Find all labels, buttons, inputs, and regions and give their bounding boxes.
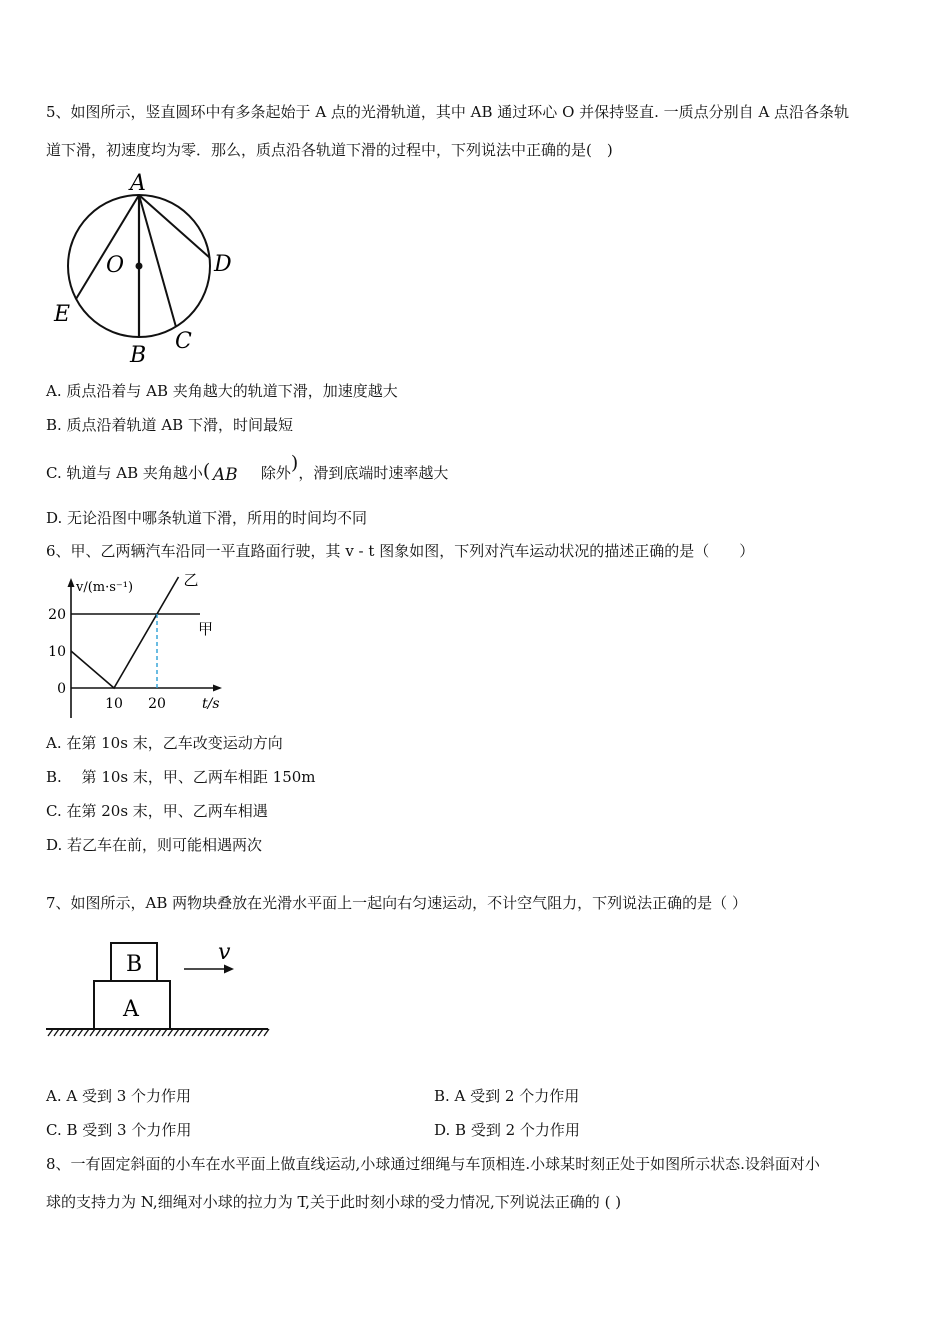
q5-circle-figure (46, 168, 246, 368)
label-d: D (214, 252, 232, 277)
q5-option-a: A. 质点沿着与 AB 夹角越大的轨道下滑，加速度越大 (46, 382, 398, 400)
q5-option-c-prefix: C. 轨道与 AB 夹角越小 (46, 464, 203, 482)
label-e: E (54, 302, 71, 327)
velocity-label: v (218, 940, 231, 965)
block-a-label: A (123, 997, 139, 1022)
q7-option-c: C. B 受到 3 个力作用 (46, 1121, 192, 1139)
q7-option-a: A. A 受到 3 个力作用 (46, 1087, 192, 1105)
q5-option-b: B. 质点沿着轨道 AB 下滑，时间最短 (46, 416, 293, 434)
y-axis-label: v/(m·s⁻¹) (76, 580, 134, 595)
x-axis-arrow (213, 685, 222, 692)
series-label-yi: 乙 (183, 571, 199, 589)
q6-option-d: D. 若乙车在前，则可能相遇两次 (46, 836, 263, 854)
label-o: O (106, 253, 125, 278)
q8-stem-line1: 8、一有固定斜面的小车在水平面上做直线运动,小球通过细绳与车顶相连.小球某时刻正处于如图所示状态.设斜面对小 (46, 1155, 820, 1173)
x-tick-label: 20 (148, 696, 166, 712)
label-c: C (175, 329, 192, 354)
q5-stem-line1: 5、如图所示，竖直圆环中有多条起始于 A 点的光滑轨道，其中 AB 通过环心 O 并保持竖直. 一质点分别自 A 点沿各条轨 (46, 103, 850, 121)
q5-option-d: D. 无论沿图中哪条轨道下滑，所用的时间均不同 (46, 509, 368, 527)
q7-blocks-figure (46, 938, 276, 1048)
q5-option-c-mid: 除外 (260, 464, 291, 482)
q5-option-c-suffix: ，滑到底端时速率越大 (298, 464, 449, 482)
q5-stem-line2: 道下滑，初速度均为零．那么，质点沿各轨道下滑的过程中，下列说法中正确的是( ) (46, 141, 613, 159)
label-a: A (130, 171, 146, 196)
y-tick-label: 0 (57, 681, 66, 697)
q7-option-d: D. B 受到 2 个力作用 (434, 1121, 580, 1139)
x-axis-label: t/s (202, 696, 220, 712)
vt-chart (40, 572, 230, 722)
q7-stem: 7、如图所示，AB 两物块叠放在光滑水平面上一起向右匀速运动，不计空气阻力，下列说法正确的是（ ） (46, 894, 747, 912)
series-label-jia: 甲 (198, 620, 214, 638)
q8-stem-line2: 球的支持力为 N,细绳对小球的拉力为 T,关于此时刻小球的受力情况,下列说法正确的 ( ) (46, 1193, 622, 1211)
y-tick-label: 10 (48, 644, 66, 660)
y-axis-arrow (68, 578, 75, 587)
x-tick-label: 10 (105, 696, 123, 712)
q6-stem: 6、甲、乙两辆汽车沿同一平直路面行驶，其 v - t 图象如图，下列对汽车运动状况的描述正确的是（ ） (46, 542, 755, 560)
q6-option-c: C. 在第 20s 末，甲、乙两车相遇 (46, 802, 268, 820)
block-b-label: B (126, 952, 143, 977)
y-tick-label: 20 (48, 607, 66, 623)
q6-option-a: A. 在第 10s 末，乙车改变运动方向 (46, 734, 283, 752)
q5-option-c: C. 轨道与 AB 夹角越小 ( AB 除外)，滑到底端时速率越大 (46, 452, 449, 485)
q6-option-b: B. 第 10s 末，甲、乙两车相距 150m (46, 768, 316, 786)
q7-option-b: B. A 受到 2 个力作用 (434, 1087, 580, 1105)
label-b: B (130, 343, 147, 368)
